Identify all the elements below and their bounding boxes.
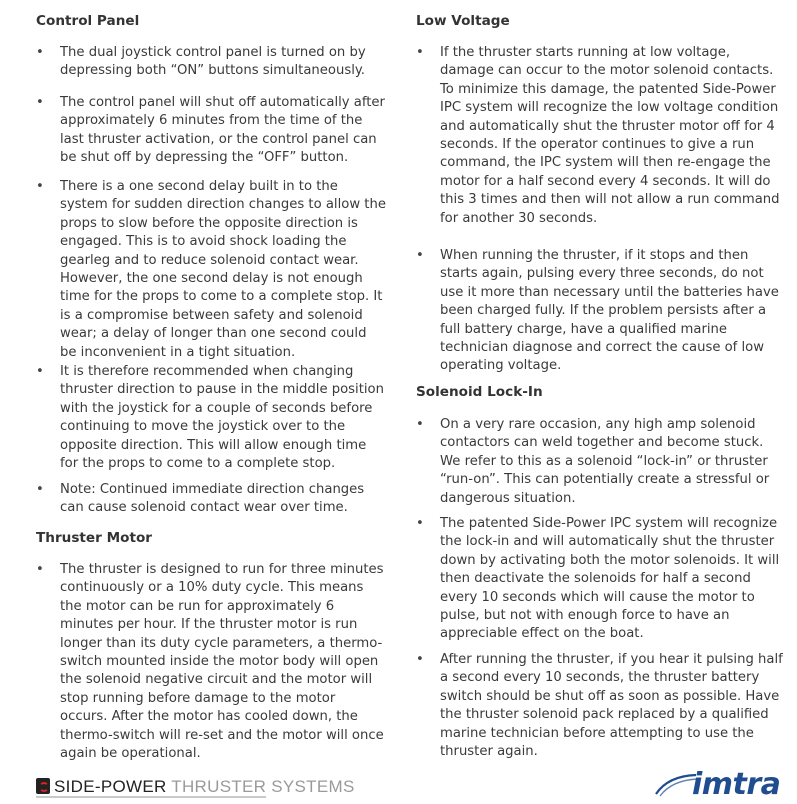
brand-strong: SIDE-POWER (54, 777, 167, 796)
list-item: • It is therefore recommended when changing thruster direction to pause in the middle position with the joystick for a couple of seconds before continuing to move the joystick over to the opposite direction. This will allow enough time for the props to come to a complete stop. (36, 363, 386, 473)
list-item: • The control panel will shut off automatically after approximately 6 minutes from the time of the last thruster activation, or the control panel can be shut off by depressing the “OFF” button. (36, 94, 386, 168)
side-power-logo-icon (36, 778, 50, 794)
heading-solenoid-lock-in: Solenoid Lock-In (416, 384, 543, 400)
heading-thruster-motor: Thruster Motor (36, 530, 152, 546)
list-item: • The thruster is designed to run for three minutes continuously or a 10% duty cycle. This means the motor can be run for approximately 6 minutes per hour. If the thruster motor is run longer than its duty cycle parameters, a thermo-switch mounted inside the motor body will open the solenoid negative circuit and the motor will stop running before damage to the motor occurs. After the motor has cooled down, the thermo-switch will re-set and the motor will once again be operational. (36, 561, 386, 763)
list-item: • The dual joystick control panel is turned on by depressing both “ON” buttons simultaneously. (36, 44, 386, 81)
brand-light: THRUSTER SYSTEMS (166, 777, 355, 796)
list-item: • After running the thruster, if you hear it pulsing half a second every 10 seconds, the thruster battery switch should be shut off as soon as possible. Have the thruster solenoid pack replaced by a qualified marine technician before attempting to use the thruster again. (416, 651, 786, 761)
side-power-brand (54, 778, 355, 796)
page-footer (0, 767, 797, 802)
list-item: • Note: Continued immediate direction changes can cause solenoid contact wear over time. (36, 481, 386, 518)
list-item: • When running the thruster, if it stops and then starts again, pulsing every three seconds, do not use it more than necessary until the batteries have been charged fully. If the problem persists after a full battery charge, have a qualified marine technician diagnose and correct the cause of low operating voltage. (416, 247, 786, 376)
heading-control-panel: Control Panel (36, 13, 140, 29)
list-item: • The patented Side-Power IPC system will recognize the lock-in and will automatically shut the thruster down by activating both the motor solenoids. It will then deactivate the solenoids for half a second every 10 seconds which will cause the motor to pulse, but not with enough force to have an appreciable effect on the boat. (416, 515, 786, 644)
list-item: • If the thruster starts running at low voltage, damage can occur to the motor solenoid contacts. To minimize this damage, the patented Side-Power IPC system will recognize the low voltage condition and automatically shut the thruster motor off for 4 seconds. If the operator continues to give a run command, the IPC system will then re-engage the motor for a half second every 4 seconds. It will do this 3 times and then will not allow a run command for another 30 seconds. (416, 44, 786, 228)
brand-underline (36, 796, 266, 804)
imtra-wordmark: imtra (692, 767, 781, 802)
imtra-logo (652, 767, 782, 802)
heading-low-voltage: Low Voltage (416, 13, 510, 29)
list-item: • On a very rare occasion, any high amp solenoid contactors can weld together and become stuck. We refer to this as a solenoid “lock-in” or thruster “run-on”. This can potentially create a stressful or dangerous situation. (416, 416, 786, 508)
list-item: • There is a one second delay built in to the system for sudden direction changes to allow the props to slow before the opposite direction is engaged. This is to avoid shock loading the gearleg and to reduce solenoid contact wear. However, the one second delay is not enough time for the props to come to a complete stop. It is a compromise between safety and solenoid wear; a delay of longer than one second could be inconvenient in a tight situation. (36, 178, 386, 362)
